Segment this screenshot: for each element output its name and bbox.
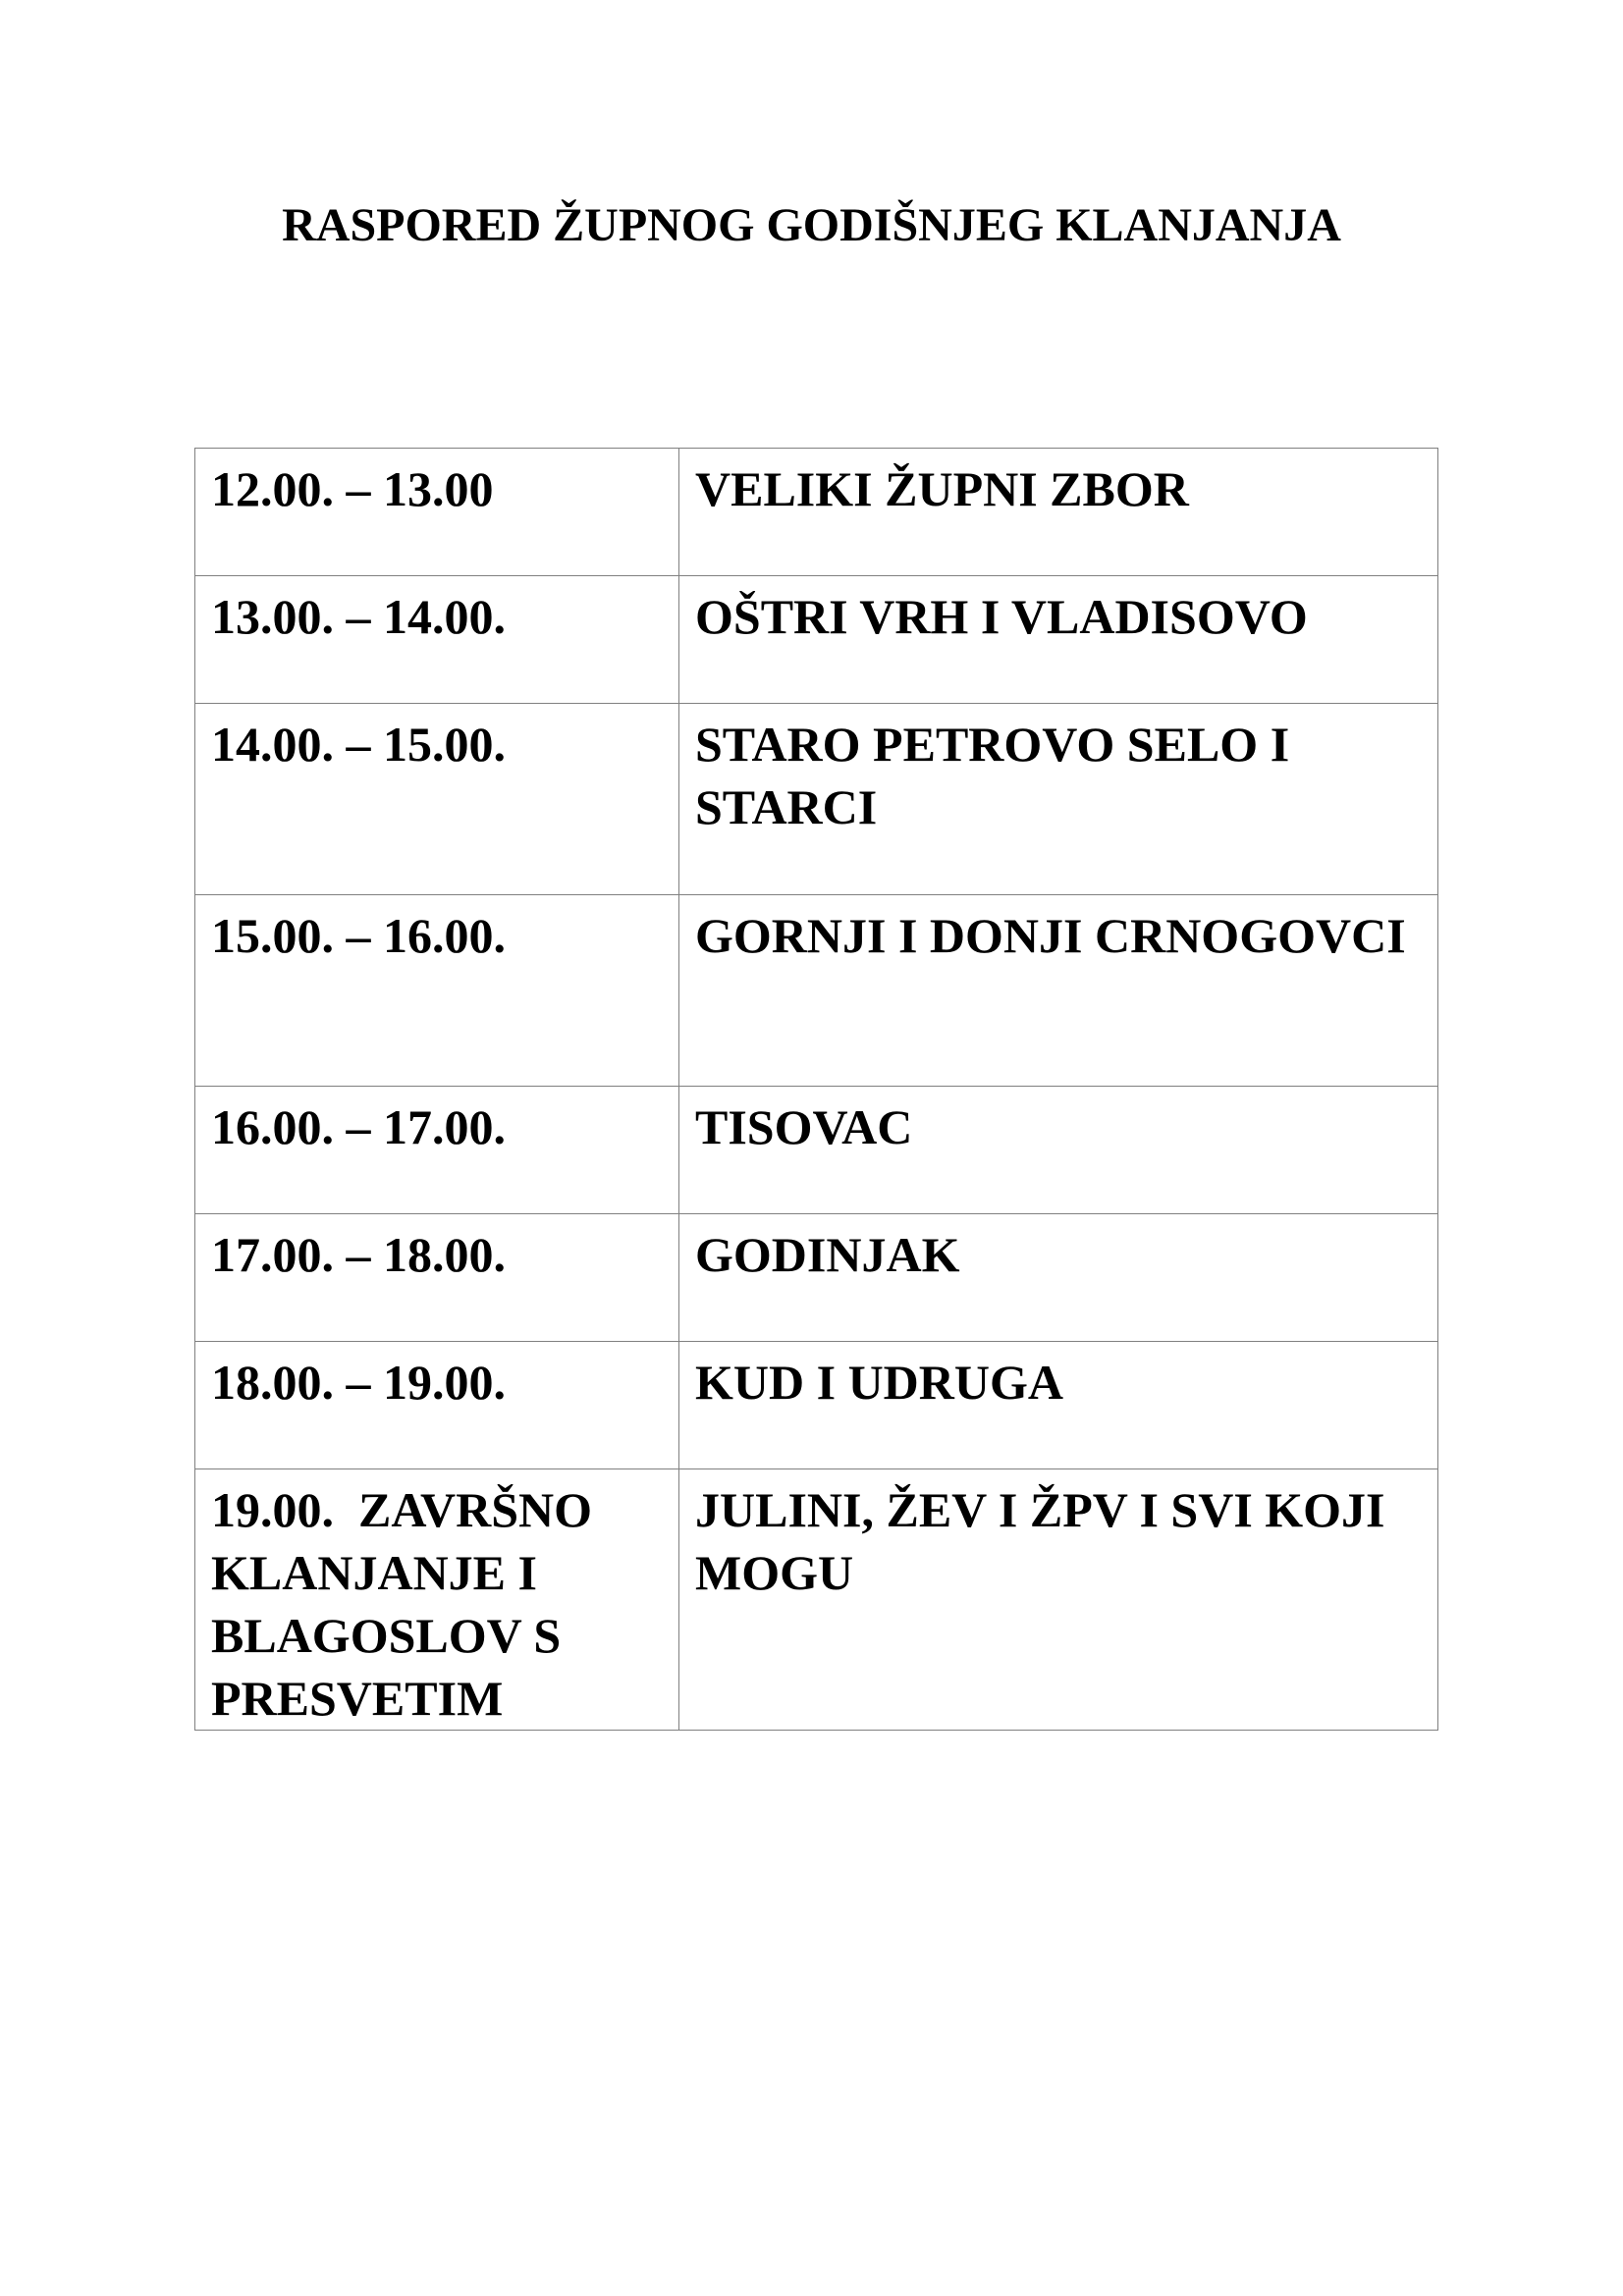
time-cell: 13.00. – 14.00. (195, 576, 679, 704)
table-row (195, 1214, 1438, 1342)
time-cell: 19.00. ZAVRŠNO KLANJANJE I BLAGOSLOV S PRESVETIM (195, 1469, 679, 1731)
time-cell: 16.00. – 17.00. (195, 1087, 679, 1214)
table-row (195, 1469, 1438, 1731)
schedule-table (194, 448, 1438, 1731)
group-cell: STARO PETROVO SELO I STARCI (679, 704, 1438, 895)
table-row (195, 704, 1438, 895)
time-cell: 18.00. – 19.00. (195, 1342, 679, 1469)
time-cell: 12.00. – 13.00 (195, 449, 679, 576)
group-cell: GORNJI I DONJI CRNOGOVCI (679, 895, 1438, 1087)
table-row (195, 895, 1438, 1087)
group-cell: VELIKI ŽUPNI ZBOR (679, 449, 1438, 576)
group-cell: GODINJAK (679, 1214, 1438, 1342)
table-row (195, 1342, 1438, 1469)
time-cell: 15.00. – 16.00. (195, 895, 679, 1087)
table-row (195, 576, 1438, 704)
group-cell: KUD I UDRUGA (679, 1342, 1438, 1469)
group-cell: JULINI, ŽEV I ŽPV I SVI KOJI MOGU (679, 1469, 1438, 1731)
page-title: RASPORED ŽUPNOG GODIŠNJEG KLANJANJA (282, 199, 1341, 251)
group-cell: OŠTRI VRH I VLADISOVO (679, 576, 1438, 704)
table-row (195, 449, 1438, 576)
time-cell: 17.00. – 18.00. (195, 1214, 679, 1342)
table-row (195, 1087, 1438, 1214)
group-cell: TISOVAC (679, 1087, 1438, 1214)
time-cell: 14.00. – 15.00. (195, 704, 679, 895)
